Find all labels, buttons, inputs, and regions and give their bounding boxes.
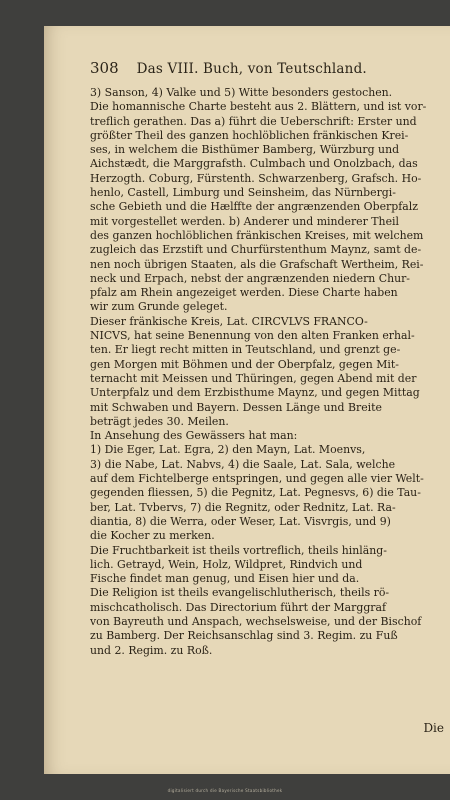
text-line: ternacht mit Meissen und Thüringen, gegen Abend mit der: [90, 371, 417, 385]
catchword: Die: [423, 721, 444, 735]
text-line: lich. Getrayd, Wein, Holz, Wildpret, Rindvich und: [90, 557, 363, 571]
text-line: 3) Sanson, 4) Valke und 5) Witte besonders gestochen.: [90, 86, 393, 99]
text-line: Fische findet man genug, und Eisen hier und da.: [90, 572, 360, 586]
text-line: 3) die Nabe, Lat. Nabvs, 4) die Saale, Lat. Sala, welche: [90, 457, 396, 471]
text-line: und 2. Regim. zu Roß.: [90, 643, 213, 657]
text-line: In Ansehung des Gewässers hat man:: [90, 429, 298, 443]
body-text: [90, 86, 448, 658]
text-line: gen Morgen mit Böhmen und der Oberpfalz, gegen Mit-: [90, 357, 399, 371]
text-line: Die Fruchtbarkeit ist theils vortreflich, theils hinläng-: [90, 543, 387, 557]
text-line: 1) Die Eger, Lat. Egra, 2) den Mayn, Lat. Moenvs,: [90, 443, 366, 457]
text-line: nen noch übrigen Staaten, als die Grafschaft Wertheim, Rei-: [90, 257, 424, 271]
digitization-footer: digitalisiert durch die Bayerische Staatsbibliothek: [167, 788, 283, 793]
text-line: Herzogth. Coburg, Fürstenth. Schwarzenberg, Grafsch. Ho-: [90, 171, 422, 185]
text-line: zu Bamberg. Der Reichsanschlag sind 3. Regim. zu Fuß: [90, 629, 398, 643]
text-line: Die Religion ist theils evangelischlutherisch, theils rö-: [90, 586, 390, 600]
text-line: beträgt jedes 30. Meilen.: [90, 414, 229, 428]
running-head: Das VIII. Buch, von Teutschland.: [136, 61, 367, 77]
text-line: sche Gebieth und die Hælffte der angrænzenden Oberpfalz: [90, 200, 418, 214]
text-line: Dieser fränkische Kreis, Lat. CIRCVLVS FRANCO-: [90, 314, 368, 328]
text-line: ten. Er liegt recht mitten in Teutschland, und grenzt ge-: [90, 343, 401, 357]
text-line: von Bayreuth und Anspach, wechselsweise, und der Bischof: [90, 614, 422, 628]
text-line: die Kocher zu merken.: [90, 529, 215, 543]
text-line: zugleich das Erzstift und Churfürstenthum Maynz, samt de-: [90, 243, 422, 257]
text-line: des ganzen hochlöblichen fränkischen Kreises, mit welchem: [90, 228, 424, 242]
text-line: Die homannische Charte besteht aus 2. Blättern, und ist vor-: [90, 100, 427, 114]
text-line: mit Schwaben und Bayern. Dessen Länge und Breite: [90, 400, 382, 414]
page-number: 308: [90, 59, 119, 77]
text-line: mit vorgestellet werden. b) Anderer und minderer Theil: [90, 214, 399, 228]
text-line: treflich gerathen. Das a) führt die Ueberschrift: Erster und: [90, 114, 417, 128]
text-line: größter Theil des ganzen hochlöblichen fränkischen Krei-: [90, 128, 409, 142]
text-line: mischcatholisch. Das Directorium führt der Marggraf: [90, 600, 387, 614]
text-line: Unterpfalz und dem Erzbisthume Maynz, und gegen Mittag: [90, 386, 420, 400]
text-line: wir zum Grunde geleget.: [90, 300, 228, 314]
text-line: NICVS, hat seine Benennung von den alten Franken erhal-: [90, 329, 415, 343]
text-line: gegenden fliessen, 5) die Pegnitz, Lat. Pegnesvs, 6) die Tau-: [90, 486, 421, 500]
text-line: ber, Lat. Tvbervs, 7) die Regnitz, oder Rednitz, Lat. Ra-: [90, 500, 396, 514]
text-line: ses, in welchem die Bisthümer Bamberg, Würzburg und: [90, 143, 400, 157]
text-line: pfalz am Rhein angezeiget werden. Diese Charte haben: [90, 286, 398, 300]
text-line: diantia, 8) die Werra, oder Weser, Lat. Visvrgis, und 9): [90, 514, 391, 528]
page-header: [90, 59, 380, 77]
text-line: neck und Erpach, nebst der angrænzenden niedern Chur-: [90, 271, 410, 285]
text-line: auf dem Fichtelberge entspringen, und gegen alle vier Welt-: [90, 472, 424, 486]
text-line: henlo, Castell, Limburg und Seinsheim, das Nürnbergi-: [90, 186, 396, 200]
text-line: Aichstædt, die Marggrafsth. Culmbach und Onolzbach, das: [90, 157, 418, 171]
book-page: [44, 26, 450, 774]
